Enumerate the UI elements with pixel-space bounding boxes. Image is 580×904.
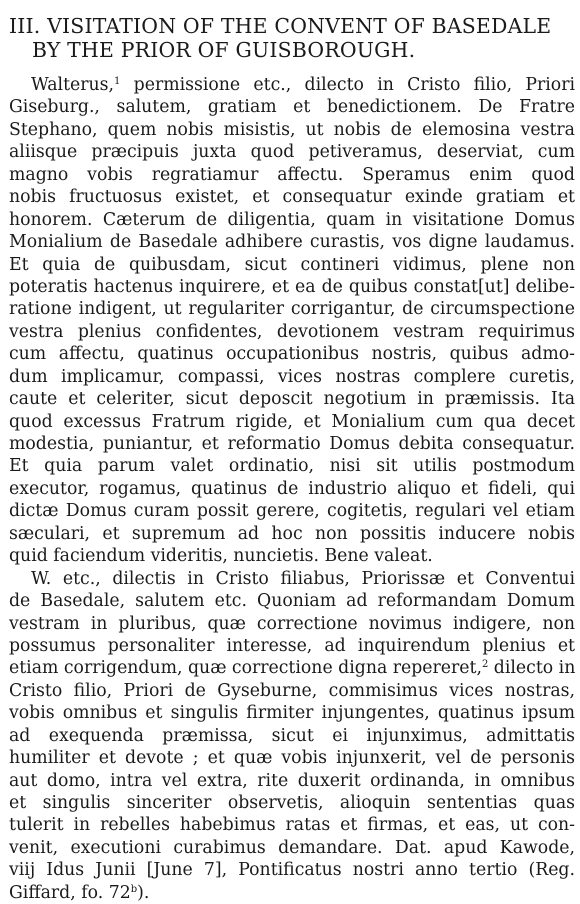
line-text: cum affectu, quatinus occupationibus nostris, quibus admo- xyxy=(9,344,575,365)
text-line xyxy=(9,859,575,881)
text-line xyxy=(9,343,575,365)
heading-line-2: BY THE PRIOR OF GUISBOROUGH. xyxy=(32,38,416,62)
line-text: et singulis sinceriter observetis, alioquin sententias quas xyxy=(9,793,575,813)
text-line xyxy=(9,613,575,635)
line-text: Walterus, xyxy=(31,75,115,95)
text-line xyxy=(9,388,575,410)
text-line xyxy=(9,366,575,388)
footnote-marker: 2 xyxy=(481,659,489,671)
line-text: ad exequenda præmissa, sicut ei injunximus, admittatis xyxy=(9,725,575,746)
text-line xyxy=(9,792,575,814)
line-text: honorem. Cæterum de diligentia, quam in visitatione Domus xyxy=(9,209,575,230)
text-line xyxy=(9,545,575,567)
line-text: caute et celeriter, sicut deposcit negotium in præmissis. Ita xyxy=(9,389,575,410)
line-text: aliisque præcipuis juxta quod petiveramus, deserviat, cum xyxy=(9,142,575,163)
line-text: poteratis hactenus inquirere, et ea de quibus constat[ut] delibe- xyxy=(9,276,575,297)
text-line xyxy=(9,657,575,679)
text-line xyxy=(9,411,575,433)
line-text: dictæ Domus curam possit gerere, cogitetis, regulari vel etiam xyxy=(9,501,575,522)
line-text: quod excessus Fratrum rigide, et Monialium cum qua decet xyxy=(9,411,575,432)
line-text-continued: permissione etc., dilecto in Cristo filio, Priori xyxy=(120,75,575,95)
text-line xyxy=(9,231,575,253)
text-line xyxy=(9,96,575,118)
text-line xyxy=(9,814,575,836)
text-line xyxy=(9,590,575,612)
text-line xyxy=(9,770,575,792)
line-text: vestra plenius confidentes, devotionem vestram requirimus xyxy=(9,321,575,342)
letter-paragraph-1 xyxy=(9,74,575,568)
line-text: quid faciendum videritis, nuncietis. Bene valeat. xyxy=(9,546,433,567)
text-line xyxy=(9,276,575,298)
footnote-marker: b xyxy=(130,883,138,895)
line-text: Giseburg., salutem, gratiam et benedictionem. De Fratre xyxy=(9,97,575,118)
line-text: ratione indigent, ut regulariter corrigantur, de circumspectione xyxy=(9,299,575,320)
line-text: Cristo filio, Priori de Gyseburne, commisimus vices nostras, xyxy=(9,680,575,701)
document-page xyxy=(9,14,575,904)
line-text: aut domo, intra vel extra, rite duxerit ordinanda, in omnibus xyxy=(9,770,575,791)
text-line xyxy=(9,725,575,747)
text-line xyxy=(9,298,575,320)
line-text: Monialium de Basedale adhibere curastis, vos digne laudamus. xyxy=(9,232,575,253)
heading-line-1: III. VISITATION OF THE CONVENT OF BASEDALE xyxy=(9,14,552,38)
text-line xyxy=(9,500,575,522)
line-text: modestia, puniantur, et reformatio Domus debita consequatur. xyxy=(9,434,575,454)
text-line xyxy=(9,74,575,96)
text-line xyxy=(9,882,575,904)
line-text: vestram in pluribus, quæ correctione novimus indigere, non xyxy=(9,613,575,634)
letter-body xyxy=(9,74,575,904)
text-line xyxy=(9,141,575,163)
text-line xyxy=(9,680,575,702)
text-line xyxy=(9,209,575,231)
text-line xyxy=(9,747,575,769)
text-line xyxy=(9,455,575,477)
line-text: de Basedale, salutem etc. Quoniam ad reformandam Domum xyxy=(9,591,575,612)
line-text: Et quia de quibusdam, sicut contineri vidimus, plene non xyxy=(9,254,575,275)
section-heading xyxy=(9,14,575,62)
line-text: nobis fructuosus existet, et consequatur exinde gratiam et xyxy=(9,187,575,208)
text-line xyxy=(9,635,575,657)
text-line xyxy=(9,837,575,859)
line-text: etiam corrigendum, quæ correctione digna repereret, xyxy=(9,658,482,679)
line-text: venit, executioni curabimus demandare. Dat. apud Kawode, xyxy=(9,837,575,858)
text-line xyxy=(9,568,575,590)
line-text: viij Idus Junii [June 7], Pontificatus nostri anno tertio (Reg. xyxy=(9,860,575,881)
line-text-continued: dilecto in xyxy=(488,658,576,679)
text-line xyxy=(9,321,575,343)
line-text: Stephano, quem nobis misistis, ut nobis de elemosina vestra xyxy=(9,119,575,140)
line-text: tulerit in rebelles habebimus ratas et firmas, et eas, ut con- xyxy=(9,815,575,836)
line-text: Et quia parum valet ordinatio, nisi sit utilis postmodum xyxy=(9,456,575,477)
line-text: vobis omnibus et singulis firmiter injungentes, quatinus ipsum xyxy=(9,703,575,724)
line-text: possumus personaliter interesse, ad inquirendum plenius et xyxy=(9,635,575,656)
letter-paragraph-2 xyxy=(9,568,575,904)
line-text: executor, rogamus, quatinus de industrio aliquo et fideli, qui xyxy=(9,478,575,499)
text-line xyxy=(9,164,575,186)
line-text: magno vobis regratiamur affectu. Speramus enim quod xyxy=(9,164,575,185)
line-text: humiliter et devote ; et quæ vobis injunxerit, vel de personis xyxy=(9,748,575,769)
text-line xyxy=(9,523,575,545)
text-line xyxy=(9,119,575,141)
line-text: sæculari, et supremum ad hoc non possitis inducere nobis xyxy=(9,523,575,544)
footnote-marker: 1 xyxy=(114,76,121,87)
text-line xyxy=(9,433,575,455)
text-line xyxy=(9,186,575,208)
text-line xyxy=(9,254,575,276)
line-text: dum implicamur, compassi, vices nostras complere curetis, xyxy=(9,366,575,387)
line-text-continued: ). xyxy=(137,882,150,903)
text-line xyxy=(9,702,575,724)
text-line xyxy=(9,478,575,500)
line-text: Giffard, fo. 72 xyxy=(9,882,131,903)
line-text: W. etc., dilectis in Cristo filiabus, Priorissæ et Conventui xyxy=(31,568,575,589)
